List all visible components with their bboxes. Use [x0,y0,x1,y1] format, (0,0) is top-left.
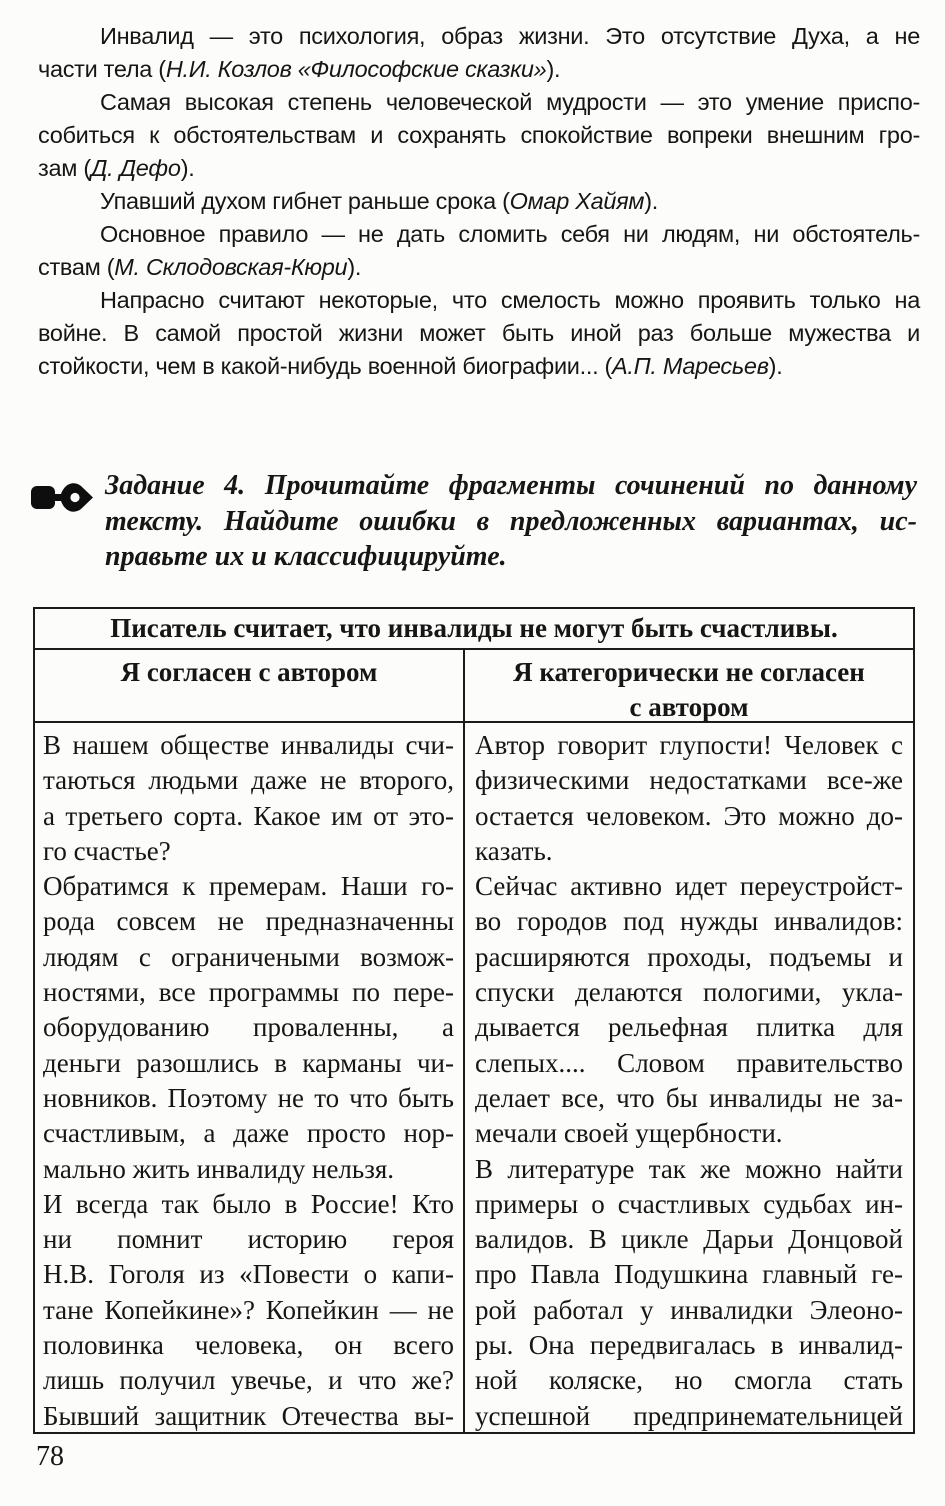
text-line: ствам (М. Склодовская-Кюри). [38,254,362,280]
disagree-essay-cell [465,723,913,1432]
text-line: физическими недостатками все-же [475,765,903,796]
text-line: новников. Поэтому не то что быть [43,1082,454,1113]
text-line: В нашем обществе инвалиды счи- [43,730,454,760]
text-line: оборудованию проваленны, а [43,1012,454,1043]
text-line: счастливым, а даже просто нор- [43,1118,454,1149]
text-line: ры. Она передвигалась в инвалид- [475,1330,903,1361]
text-line: рода совсем не предназначенны [43,906,454,937]
text-line: стойкости, чем в какой-нибудь военной биографии... (А.П. Маресьев). [38,353,783,379]
text-line: мечали своей ущербности. [475,1118,783,1149]
text-line: ностями, все программы по пере- [43,977,454,1008]
text-line: спуски делаются пологими, укла- [475,977,903,1008]
pen-nib-icon [30,473,94,521]
text-line: Н.В. Гоголя из «Повести о капи- [43,1259,454,1290]
text-line: делает все, что бы инвалиды не за- [475,1082,903,1113]
text-line: слепых.... Словом правительство [475,1047,903,1078]
text-line: мально жить инвалиду нельзя. [43,1153,395,1184]
header-disagree-line1: Я категорически не согласен [513,657,865,687]
header-agree: Я согласен с автором [35,650,465,721]
text-line: таються людьми даже не второго, [43,765,454,796]
text-line: Инвалид — это психология, образ жизни. Это отсутствие Духа, а не [100,23,920,49]
text-line: войне. В самой простой жизни может быть иной раз больше мужества и [38,320,920,346]
text-line: Задание 4. Прочитайте фрагменты сочинений по данному [105,470,917,501]
page-number: 78 [36,1441,64,1472]
text-line: Самая высокая степень человеческой мудрости — это умение приспо- [100,89,920,115]
text-line: а третьего сорта. Какое им от это- [43,800,454,831]
text-line: собиться к обстоятельствам и сохранять спокойствие вопреки внешним гро- [38,122,920,148]
table-body-row [35,723,913,1432]
text-line: Основное правило — не дать сломить себя ни людям, ни обстоятель- [100,221,920,247]
text-line: го счастье? [43,835,171,866]
text-line: В литературе так же можно найти [475,1153,903,1184]
text-line: казать. [475,835,553,866]
text-line: ной коляске, но смогла стать [475,1365,903,1396]
text-line: половинка человека, он всего [43,1330,454,1361]
text-line: расширяются проходы, подъемы и [475,941,903,972]
text-line: зам (Д. Дефо). [38,155,195,181]
text-line: Бывший защитник Отечества вы- [43,1400,454,1431]
header-disagree-line2: с автором [629,692,749,722]
intro-quotes-block [38,20,920,383]
text-line: Автор говорит глупости! Человек с [475,730,903,760]
text-line: остается человеком. Это можно до- [475,800,903,831]
text-line: во городов под нужды инвалидов: [475,906,903,937]
text-line: тане Копейкине»? Копейкин — не [43,1294,454,1325]
text-line: рой работал у инвалидки Элеоно- [475,1294,903,1325]
agree-essay-cell [35,723,465,1432]
text-line: примеры о счастливых судьбах ин- [475,1188,903,1219]
text-line: успешной предпринемательницей [475,1400,903,1431]
text-line: лишь получил увечье, и что же? [43,1365,454,1396]
text-line: И всегда так было в Россие! Кто [43,1188,454,1219]
task-heading [105,468,917,575]
text-line: Напрасно считают некоторые, что смелость можно проявить только на [100,287,920,313]
text-line: Обратимся к премерам. Наши го- [43,871,454,902]
header-disagree [465,650,913,721]
text-line: тексту. Найдите ошибки в предложенных вариантах, ис- [105,505,917,537]
text-line: Упавший духом гибнет раньше срока (Омар Хайям). [100,188,658,214]
opinions-table [33,607,915,1434]
text-line: дывается рельефная плитка для [475,1012,903,1043]
table-header-row [35,650,913,723]
text-line: валидов. В цикле Дарьи Донцовой [475,1224,903,1255]
text-line: ни помнит историю героя [43,1224,454,1255]
table-title: Писатель считает, что инвалиды не могут быть счастливы. [35,609,913,650]
text-line: Сейчас активно идет переустройст- [475,871,903,902]
text-line: про Павла Подушкина главный ге- [475,1259,903,1290]
text-line: правьте их и классифицируйте. [105,541,507,572]
text-line: части тела (Н.И. Козлов «Философские сказки»). [38,56,561,82]
text-line: людям с ограничеными возмож- [43,941,454,972]
text-line: деньги разошлись в карманы чи- [43,1047,454,1078]
